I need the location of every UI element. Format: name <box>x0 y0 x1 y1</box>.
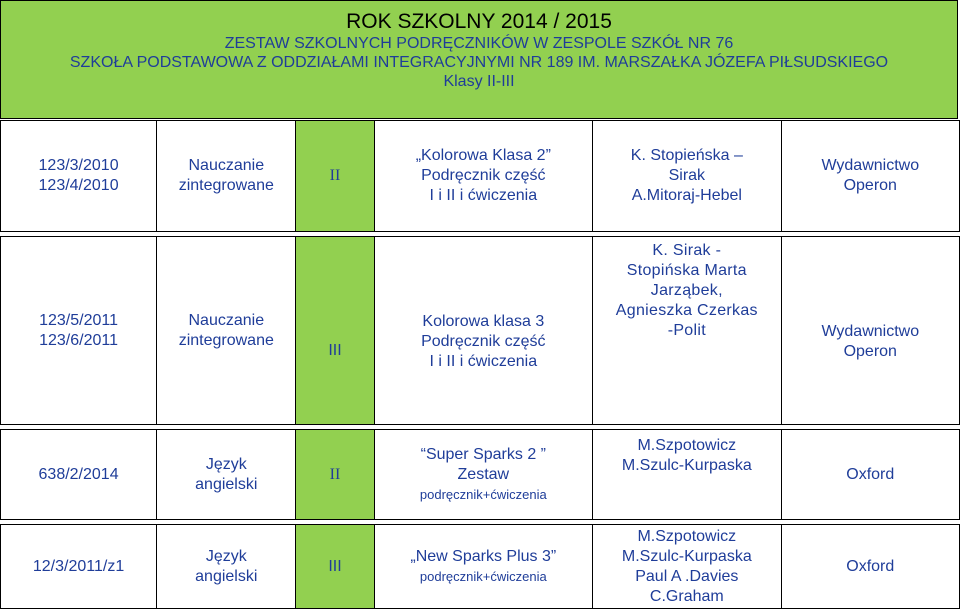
publisher-cell: Wydawnictwo Operon <box>781 237 959 425</box>
publisher-cell: Oxford <box>781 525 959 609</box>
number-cell: 123/5/2011 123/6/2011 <box>1 237 157 425</box>
grade-cell: III <box>296 525 374 609</box>
number-cell: 638/2/2014 <box>1 430 157 520</box>
grade-cell: II <box>296 430 374 520</box>
subject-cell: Język angielski <box>157 525 296 609</box>
header-classes: Klasy II-III <box>443 73 515 90</box>
publisher-cell: Oxford <box>781 430 959 520</box>
authors-cell: M.Szpotowicz M.Szulc-Kurpaska <box>593 430 781 520</box>
authors-cell: K. Stopieńska – Sirak A.Mitoraj-Hebel <box>593 121 781 232</box>
table-row <box>1 121 960 232</box>
title-cell: Kolorowa klasa 3 Podręcznik część I i II i ćwiczenia <box>374 237 593 425</box>
table-row <box>1 430 960 520</box>
title-cell: „New Sparks Plus 3” podręcznik+ćwiczenia <box>374 525 593 609</box>
subject-cell: Nauczanie zintegrowane <box>157 121 296 232</box>
page-title: ROK SZKOLNY 2014 / 2015 <box>346 10 612 33</box>
subject-cell: Język angielski <box>157 430 296 520</box>
grade-cell: II <box>296 121 374 232</box>
number-cell: 12/3/2011/z1 <box>1 525 157 609</box>
number-cell: 123/3/2010 123/4/2010 <box>1 121 157 232</box>
publisher-cell: Wydawnictwo Operon <box>781 121 959 232</box>
header-subtitle-school: SZKOŁA PODSTAWOWA Z ODDZIAŁAMI INTEGRACYJNYMI NR 189 IM. MARSZAŁKA JÓZEFA PIŁSUDSKIEGO <box>69 54 889 71</box>
authors-cell: M.Szpotowicz M.Szulc-Kurpaska Paul A .Davies C.Graham <box>593 525 781 609</box>
authors-cell: K. Sirak - Stopińska Marta Jarząbek, Agnieszka Czerkas -Polit <box>593 237 781 425</box>
title-cell: “Super Sparks 2 ” Zestaw podręcznik+ćwiczenia <box>374 430 593 520</box>
header-subtitle-set: ZESTAW SZKOLNYCH PODRĘCZNIKÓW W ZESPOLE SZKÓŁ NR 76 <box>224 35 734 52</box>
page-header <box>0 0 958 119</box>
table-row <box>1 525 960 609</box>
textbook-table <box>0 120 960 609</box>
table-row <box>1 237 960 425</box>
subject-cell: Nauczanie zintegrowane <box>157 237 296 425</box>
grade-cell: III <box>296 237 374 425</box>
title-cell: „Kolorowa Klasa 2” Podręcznik część I i II i ćwiczenia <box>374 121 593 232</box>
